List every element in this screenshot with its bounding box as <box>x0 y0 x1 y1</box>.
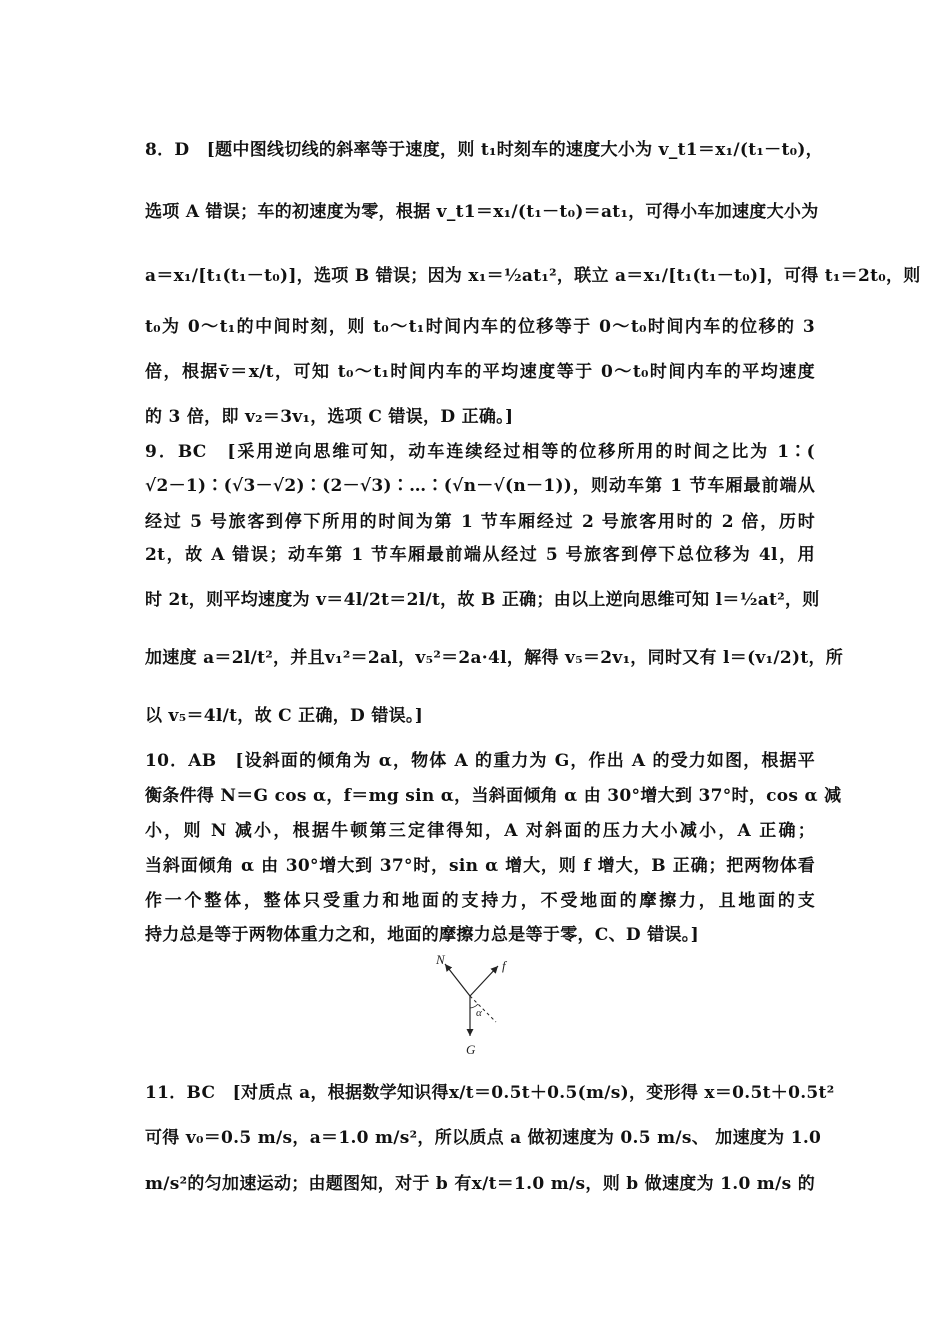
answer-9-line-4: 2t，故 A 错误；动车第 1 节车厢最前端从经过 5 号旅客到停下总位移为 4l，用 <box>145 545 815 565</box>
force-diagram-svg <box>420 948 530 1060</box>
answer-8-line-4: t₀为 0～t₁的中间时刻，则 t₀～t₁时间内车的位移等于 0～t₀时间内车的位移的 3 <box>145 317 815 337</box>
answer-9-line-6: 加速度 a＝2l/t²，并且v₁²＝2al，v₅²＝2a·4l，解得 v₅＝2v₁，同时又有 l＝(v₁/2)t，所 <box>145 648 844 668</box>
answer-9-line-5: 时 2t，则平均速度为 v＝4l/2t＝2l/t，故 B 正确；由以上逆向思维可知 l＝½at²，则 <box>145 590 820 610</box>
answer-8-line-6: 的 3 倍，即 v₂＝3v₁，选项 C 错误，D 正确。] <box>145 407 514 427</box>
answer-10-line-4: 当斜面倾角 α 由 30°增大到 37°时，sin α 增大，则 f 增大，B 正确；把两物体看 <box>145 856 815 876</box>
answer-9-line-7: 以 v₅＝4l/t，故 C 正确，D 错误。] <box>145 706 424 726</box>
answer-11-line-2: 可得 v₀＝0.5 m/s，a＝1.0 m/s²，所以质点 a 做初速度为 0.5 m/s、 加速度为 1.0 <box>145 1128 822 1148</box>
answer-11-line-1: 11．BC [对质点 a，根据数学知识得x/t＝0.5t＋0.5(m/s)，变形得 x＝0.5t＋0.5t² <box>145 1083 835 1103</box>
label-f: f <box>502 958 506 973</box>
answer-10-line-3: 小，则 N 减小，根据牛顿第三定律得知，A 对斜面的压力大小减小，A 正确； <box>145 821 815 841</box>
answer-9-line-1: 9．BC [采用逆向思维可知，动车连续经过相等的位移所用的时间之比为 1∶( <box>145 442 815 462</box>
answer-8-line-2: 选项 A 错误；车的初速度为零，根据 v_t1＝x₁/(t₁－t₀)＝at₁，可得小车加速度大小为 <box>145 202 819 222</box>
label-N: N <box>436 952 445 967</box>
force-diagram <box>420 948 530 1060</box>
answer-11-line-3: m/s²的匀加速运动；由题图知，对于 b 有x/t＝1.0 m/s，则 b 做速度为 1.0 m/s 的 <box>145 1174 815 1194</box>
answer-10-line-2: 衡条件得 N＝G cos α，f＝mg sin α，当斜面倾角 α 由 30°增大到 37°时，cos α 减 <box>145 786 842 806</box>
label-alpha: α <box>476 1007 482 1019</box>
answer-8-line-3: a＝x₁/[t₁(t₁－t₀)]，选项 B 错误；因为 x₁＝½at₁²，联立 a＝x₁/[t₁(t₁－t₀)]，可得 t₁＝2t₀，则 <box>145 266 921 286</box>
friction-force-arrow <box>470 966 498 996</box>
answer-8-line-1: 8．D [题中图线切线的斜率等于速度，则 t₁时刻车的速度大小为 v_t1＝x₁/(t₁－t₀)， <box>145 140 823 160</box>
answer-9-line-3: 经过 5 号旅客到停下所用的时间为第 1 节车厢经过 2 号旅客用时的 2 倍，历时 <box>145 512 815 532</box>
answer-9-line-2: √2－1)∶(√3－√2)∶(2－√3)∶…∶(√n－√(n－1))，则动车第 1 节车厢最前端从 <box>145 476 815 496</box>
answer-10-line-1: 10．AB [设斜面的倾角为 α，物体 A 的重力为 G，作出 A 的受力如图，根据平 <box>145 751 815 771</box>
normal-force-arrow <box>445 964 470 996</box>
dashed-normal-line <box>470 996 496 1022</box>
answer-8-line-5: 倍，根据v̄＝x/t，可知 t₀～t₁时间内车的平均速度等于 0～t₀时间内车的平均速度 <box>145 362 815 382</box>
answer-10-line-5: 作一个整体，整体只受重力和地面的支持力，不受地面的摩擦力，且地面的支 <box>145 891 815 911</box>
label-G: G <box>466 1042 476 1057</box>
answer-10-line-6: 持力总是等于两物体重力之和，地面的摩擦力总是等于零，C、D 错误。] <box>145 925 699 945</box>
